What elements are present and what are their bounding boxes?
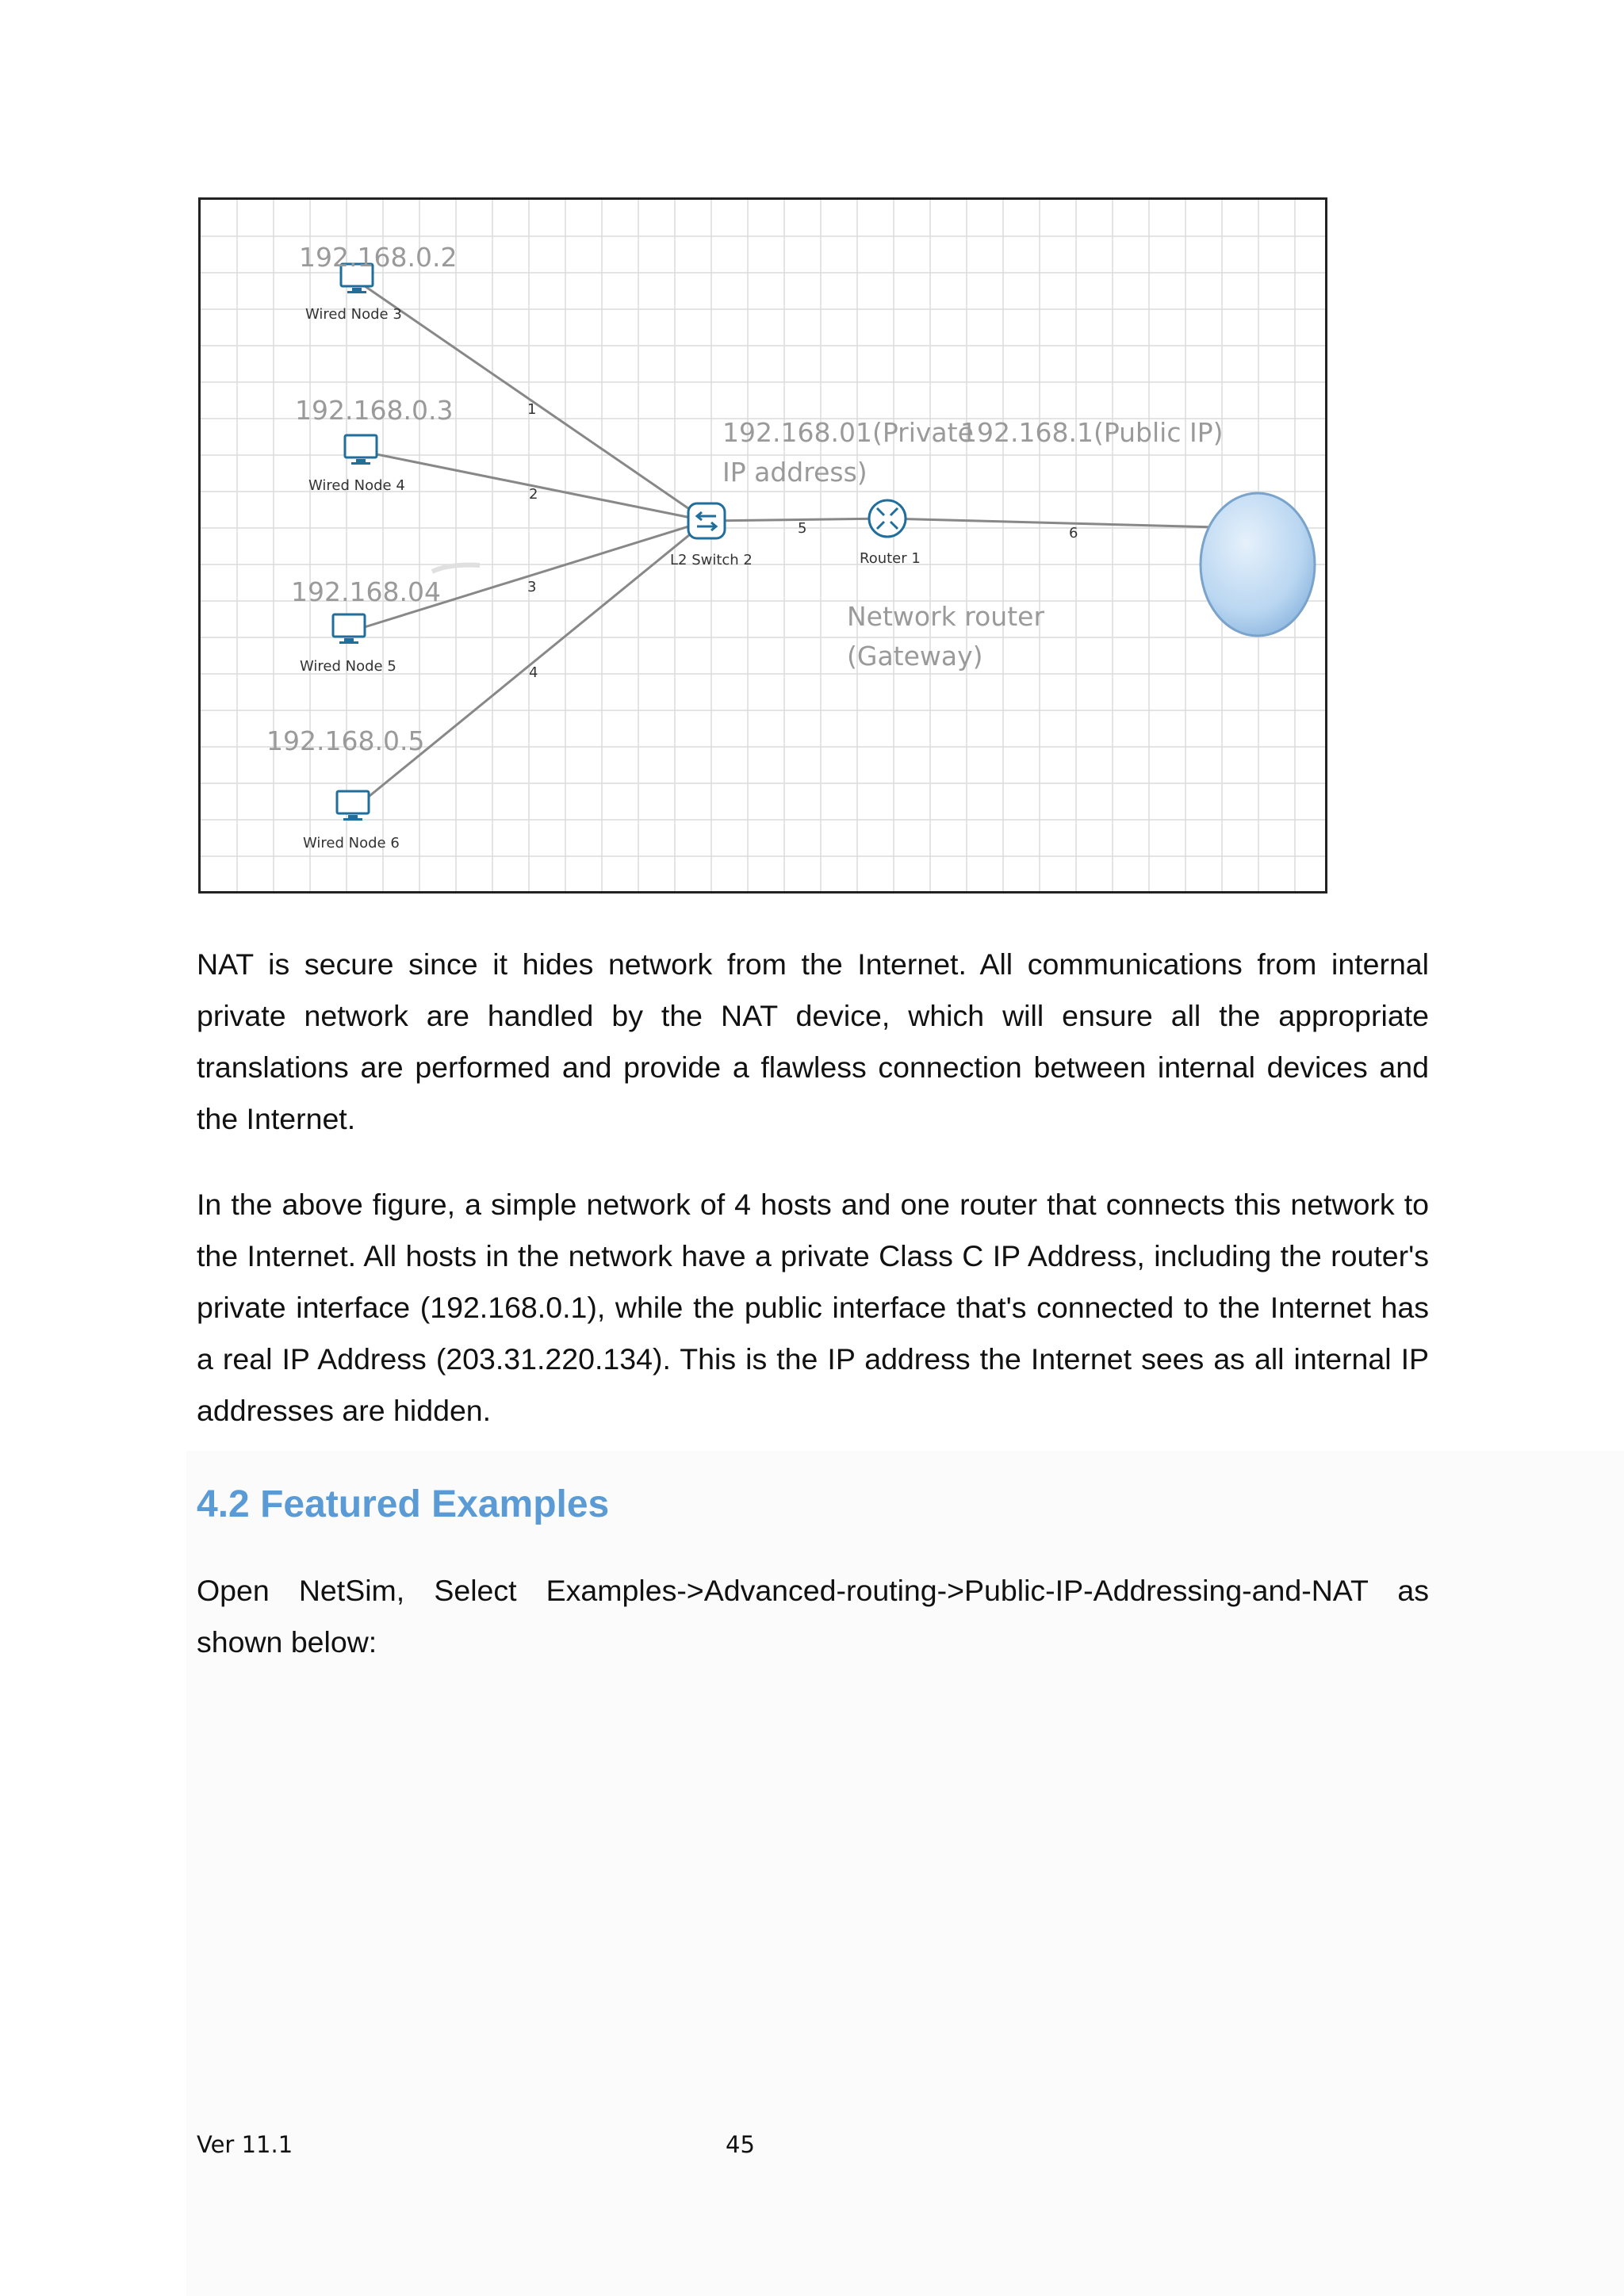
network-diagram <box>198 197 1327 894</box>
paragraph-nat-security: NAT is secure since it hides network from the Internet. All communications from internal private network are handled by the NAT device, which will ensure all the appropriate translations are performed and provide a flawless connection between internal devices and the Internet. <box>197 947 1429 1135</box>
router-icon <box>869 500 906 537</box>
node-ip-3: 192.168.0.2 <box>299 242 458 273</box>
footer-page-number: 45 <box>726 2131 755 2158</box>
node-ip-4: 192.168.0.3 <box>295 395 454 426</box>
link-number-5: 5 <box>798 520 807 537</box>
internet-globe <box>1201 493 1315 636</box>
node-ip-5: 192.168.04 <box>291 576 441 607</box>
link-number-2: 2 <box>529 486 538 503</box>
router-private-ip-line2: IP address) <box>722 457 868 488</box>
link-5 <box>707 519 887 521</box>
node-label-6: Wired Node 6 <box>303 835 400 851</box>
footer-version: Ver 11.1 <box>197 2131 293 2158</box>
router-public-ip: 192.168.1(Public IP) <box>960 417 1224 448</box>
router-caption-line2: (Gateway) <box>847 641 983 672</box>
router-caption-line1: Network router <box>847 601 1045 632</box>
router-private-ip-line1: 192.168.01(Private <box>722 417 974 448</box>
switch-label: L2 Switch 2 <box>670 552 753 568</box>
node-ip-6: 192.168.0.5 <box>266 725 425 756</box>
router-label: Router 1 <box>860 550 921 567</box>
link-4 <box>357 521 707 806</box>
paragraph-open-netsim: Open NetSim, Select Examples->Advanced-routing->Public-IP-Addressing-and-NAT as shown below: <box>197 1574 1429 1659</box>
link-3 <box>357 521 707 629</box>
node-label-4: Wired Node 4 <box>308 477 405 494</box>
grid <box>201 200 1325 891</box>
link-number-4: 4 <box>529 664 538 681</box>
computer-icon-node-4 <box>345 435 377 465</box>
paragraph-figure-explanation: In the above figure, a simple network of 4 hosts and one router that connects this network to the Internet. All hosts in the network have a private Class C IP Address, including the router's private interface (192.168.0.1), while the public interface that's connected to the Internet has a real IP Address (203.31.220.134). This is the IP address the Internet sees as all internal IP addresses are hidden. <box>197 1188 1429 1427</box>
switch-icon <box>688 503 725 538</box>
node-label-5: Wired Node 5 <box>300 658 396 675</box>
link-number-3: 3 <box>527 579 537 595</box>
computer-icon-node-5 <box>333 614 365 644</box>
node-label-3: Wired Node 3 <box>305 306 402 323</box>
link-number-1: 1 <box>527 401 537 418</box>
link-6 <box>887 519 1216 527</box>
link-number-6: 6 <box>1069 525 1078 541</box>
computer-icon-node-6 <box>337 791 369 821</box>
section-heading: 4.2 Featured Examples <box>197 1483 610 1525</box>
